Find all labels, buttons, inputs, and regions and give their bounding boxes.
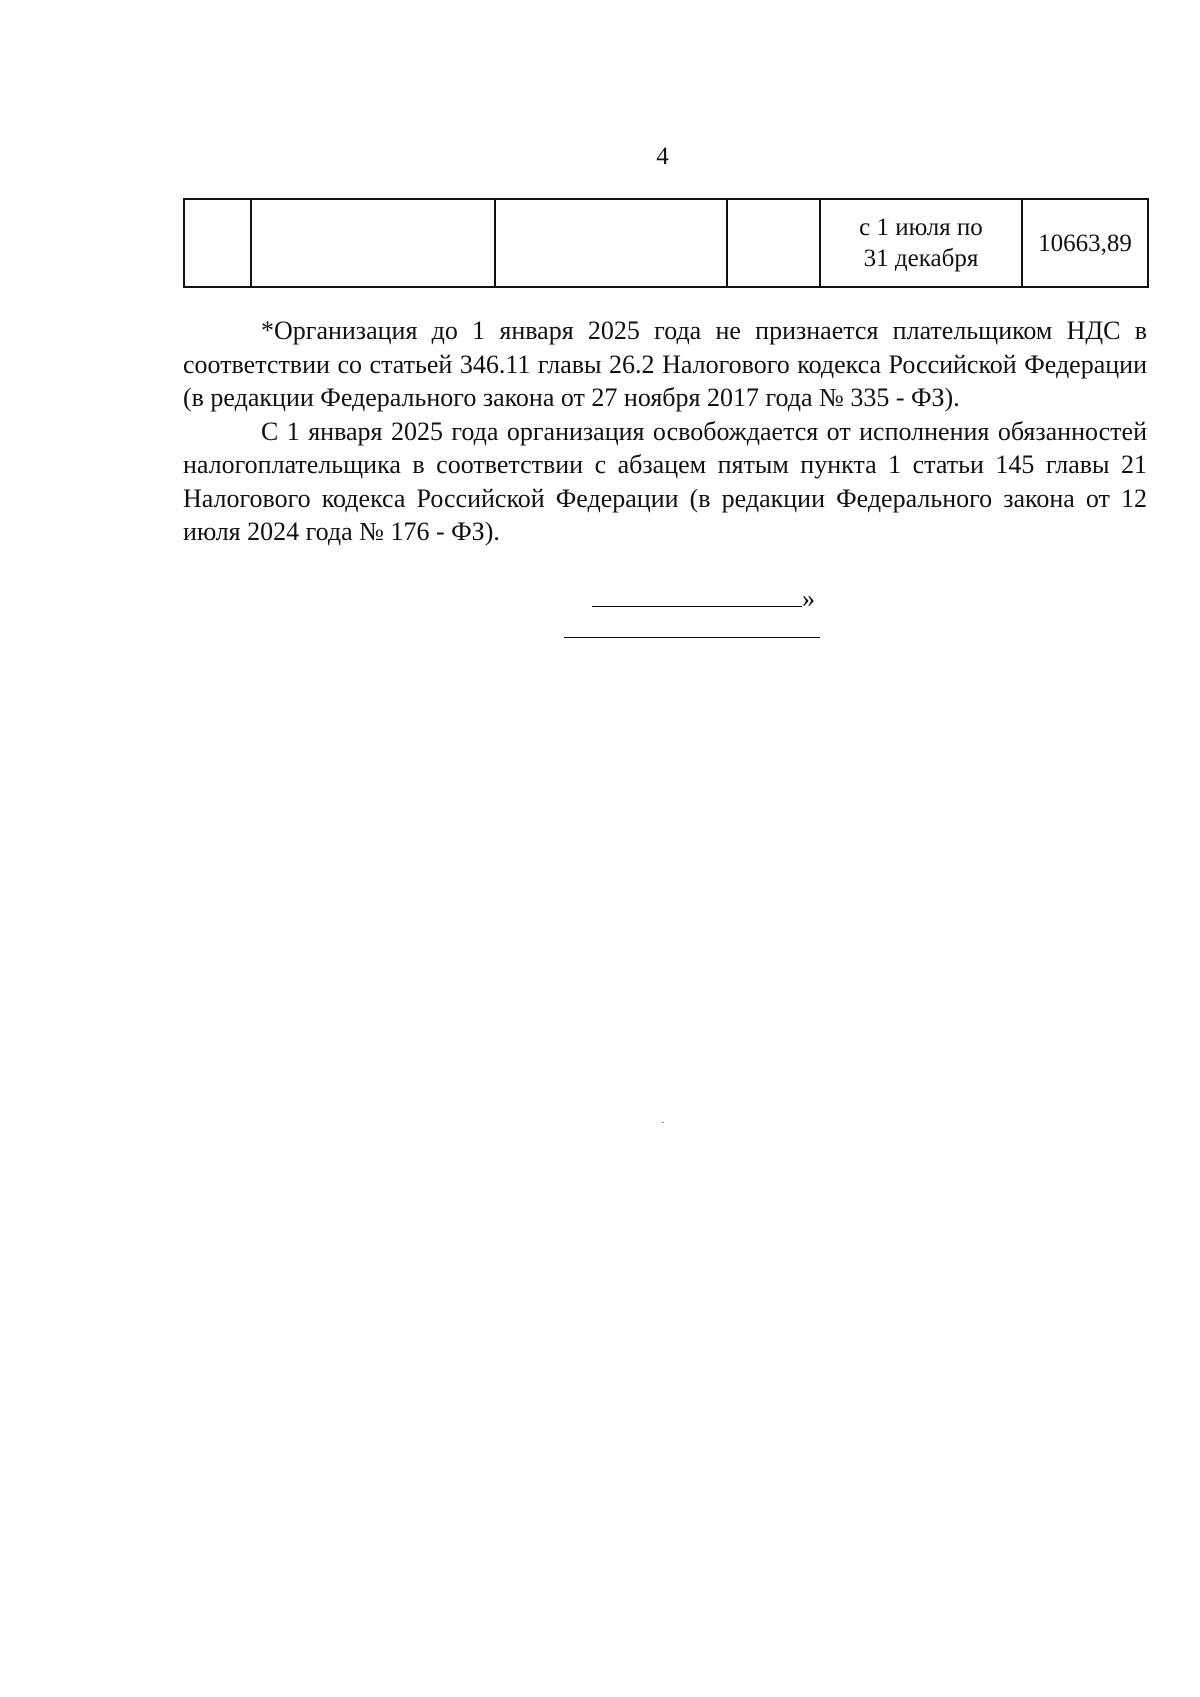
closing-quote: » (802, 584, 815, 613)
closing-line (592, 584, 815, 614)
footnotes (183, 314, 1147, 549)
separator-rule (564, 637, 820, 638)
period-line-2: 31 декабря (863, 245, 979, 272)
underline-rule (592, 584, 802, 607)
tariff-table (183, 198, 1149, 288)
scan-speck (662, 1122, 664, 1123)
page-number: 4 (656, 143, 669, 170)
footnote-paragraph-2: С 1 января 2025 года организация освобождается от исполнения обязанностей налогоплательщика в соответствии с абзацем пятым пункта 1 статьи 145 главы 21 Налогового кодекса Российской Федерации (в редакции Федерального закона от 12 июля 2024 года № 176 - ФЗ). (183, 416, 1147, 546)
table-cell-tariff: 10663,89 (1022, 199, 1148, 287)
table-cell-empty (495, 199, 727, 287)
table-cell-empty (727, 199, 820, 287)
table-cell-period (820, 199, 1022, 287)
footnote-paragraph-1: *Организация до 1 января 2025 года не признается плательщиком НДС в соответствии со статьей 346.11 главы 26.2 Налогового кодекса Российской Федерации (в редакции Федерального закона от 27 ноября 2017 года № 335 - ФЗ). (183, 316, 1147, 412)
table-row (184, 199, 1148, 287)
period-line-1: с 1 июля по (859, 214, 983, 241)
table-cell-empty (184, 199, 251, 287)
table-cell-empty (251, 199, 495, 287)
